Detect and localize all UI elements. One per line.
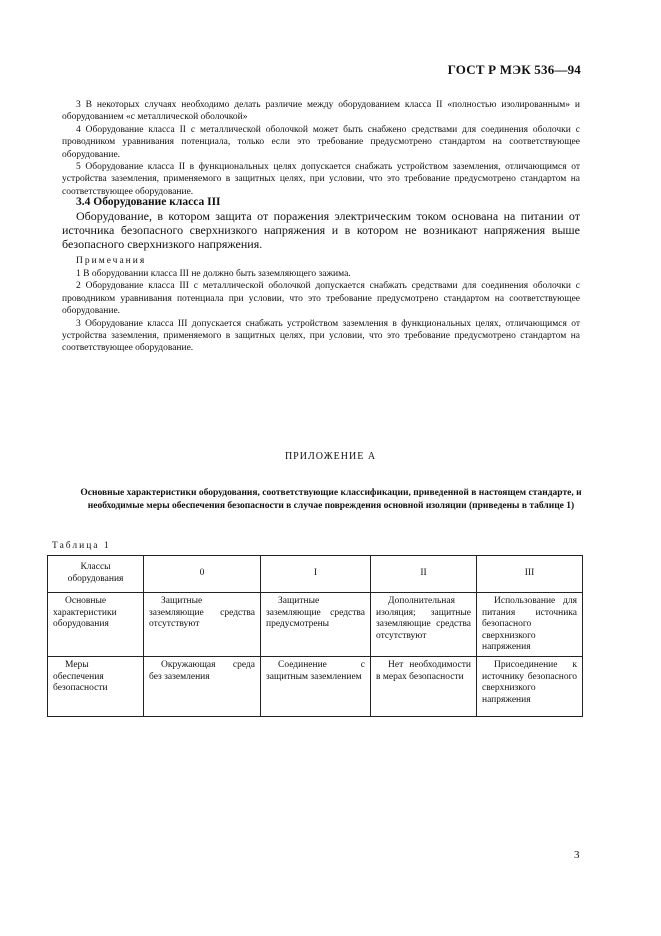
note-paragraph: 4 Оборудование класса II с металлической оболочкой может быть снабжено средствами для соединения оболочки с проводником уравнивания потенциала, только если это требование предусмотрено стандартом на соответствующее оборудование. [62, 124, 580, 160]
note-paragraph: 1 В оборудовании класса III не должно быть заземляющего зажима. [76, 269, 351, 279]
table-cell: Окружающая среда без заземления [144, 656, 261, 716]
table-cell: Нет необходимости в мерах безопасности [371, 656, 477, 716]
note-paragraph: 5 Оборудование класса II в функциональных целях допускается снабжать устройством заземления, отличающимся от устройства заземления, применяемого в защитных целях, при условии, что это требование предусмотрено стандартом на соответствующее оборудование. [62, 162, 580, 197]
note-paragraph: 3 В некоторых случаях необходимо делать различие между оборудованием класса II «полностью изолированным» и оборудованием «с металлической оболочкой» [62, 100, 580, 123]
table-cell: Дополнительная изоляция; защитные заземляющие средства отсутствуют [371, 593, 477, 657]
table-cell: Присоединение к источнику безопасного сверхнизкого напряжения [477, 656, 583, 716]
table-row [48, 593, 583, 657]
table-header-cell: II [371, 556, 477, 593]
classification-table [47, 555, 583, 717]
table-row [48, 656, 583, 716]
table-cell: Меры обеспечения безопасности [48, 656, 144, 716]
document-header: ГОСТ Р МЭК 536—94 [447, 62, 581, 77]
table-header-cell: III [477, 556, 583, 593]
table-cell: Использование для питания источника безопасного сверхнизкого напряжения [477, 593, 583, 657]
notes-heading: Примечания [76, 256, 147, 266]
table-label: Таблица 1 [52, 541, 111, 551]
table-cell: Защитные заземляющие средства предусмотрены [261, 593, 371, 657]
section-body: Оборудование, в котором защита от поражения электрическим током основана на питании от источника безопасного сверхнизкого напряжения и в котором не возникают напряжения выше безопасного сверхнизкого напряжения. [62, 209, 580, 251]
appendix-title: Основные характеристики оборудования, соответствующие классификации, приведенной в настоящем стандарте, и необходимые меры обеспечения безопасности в случае повреждения основной изоляции (приведены в таблице 1) [80, 488, 582, 511]
note-paragraph: 3 Оборудование класса III допускается снабжать устройством заземления в функциональных целях, отличающимся от устройства заземления, применяемого в защитных целях, при условии, что это требование предусмотрено стандартом на соответствующее оборудование. [62, 318, 580, 354]
notes-class-iii [62, 268, 580, 355]
table-header-cell: Классы оборудования [48, 556, 144, 593]
table-cell: Соединение с защитным заземлением [261, 656, 371, 716]
table-header-cell: I [261, 556, 371, 593]
note-paragraph: 2 Оборудование класса III с металлической оболочкой допускается снабжать средствами для соединения оболочки с проводником уравнивания потенциала при условии, что это требование предусмотрено стандартом на соответствующее оборудование. [62, 281, 580, 317]
table-cell: Защитные заземляющие средства отсутствуют [144, 593, 261, 657]
appendix-label: ПРИЛОЖЕНИЕ А [284, 451, 377, 462]
table-header-row [48, 556, 583, 593]
notes-class-ii [62, 99, 580, 198]
table-header-cell: 0 [144, 556, 261, 593]
page-number: 3 [574, 849, 580, 861]
table-cell: Основные характеристики оборудования [48, 593, 144, 657]
section-heading: 3.4 Оборудование класса III [76, 196, 221, 208]
